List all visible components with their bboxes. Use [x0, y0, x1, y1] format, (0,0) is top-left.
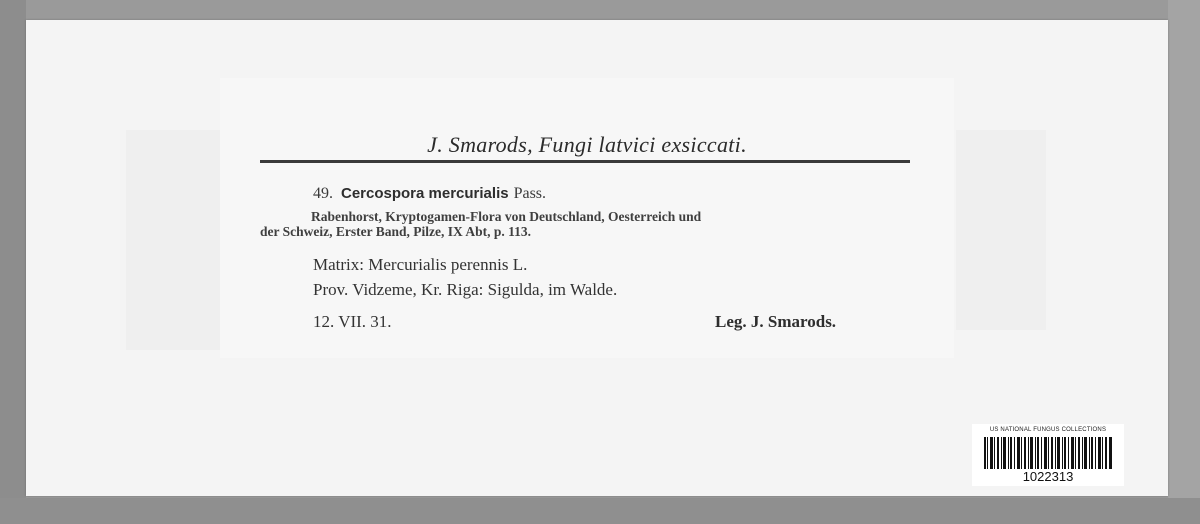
backdrop-left [0, 0, 26, 524]
species-name: Cercospora mercurialis [341, 185, 509, 202]
series-title: J. Smarods, Fungi latvici exsiccati. [427, 132, 747, 157]
specimen-label [220, 78, 954, 358]
barcode-icon [984, 437, 1112, 469]
barcode-number: 1022313 [1022, 469, 1074, 484]
barcode-header: US NATIONAL FUNGUS COLLECTIONS [989, 427, 1107, 433]
locality-line: Prov. Vidzeme, Kr. Riga: Sigulda, im Walde. [313, 280, 618, 299]
matrix-line: Matrix: Mercurialis perennis L. [313, 255, 528, 274]
species-entry [313, 185, 546, 203]
backdrop-bottom [0, 498, 1200, 524]
entry-number: 49. [313, 185, 333, 202]
collector: Leg. J. Smarods. [715, 312, 837, 331]
reference-line-1: Rabenhorst, Kryptogamen-Flora von Deutschland, Oesterreich und [311, 209, 702, 224]
literature-reference [260, 209, 916, 239]
title-rule [260, 160, 910, 163]
sheet-ghost-mark-right [956, 130, 1046, 330]
collection-date: 12. VII. 31. [313, 312, 392, 331]
barcode-tag [972, 424, 1124, 486]
species-author: Pass. [513, 185, 547, 202]
herbarium-sheet [26, 20, 1168, 496]
sheet-ghost-mark-left [126, 130, 221, 350]
reference-line-2: der Schweiz, Erster Band, Pilze, IX Abt, p. 113. [260, 224, 532, 239]
backdrop-right [1168, 0, 1200, 524]
